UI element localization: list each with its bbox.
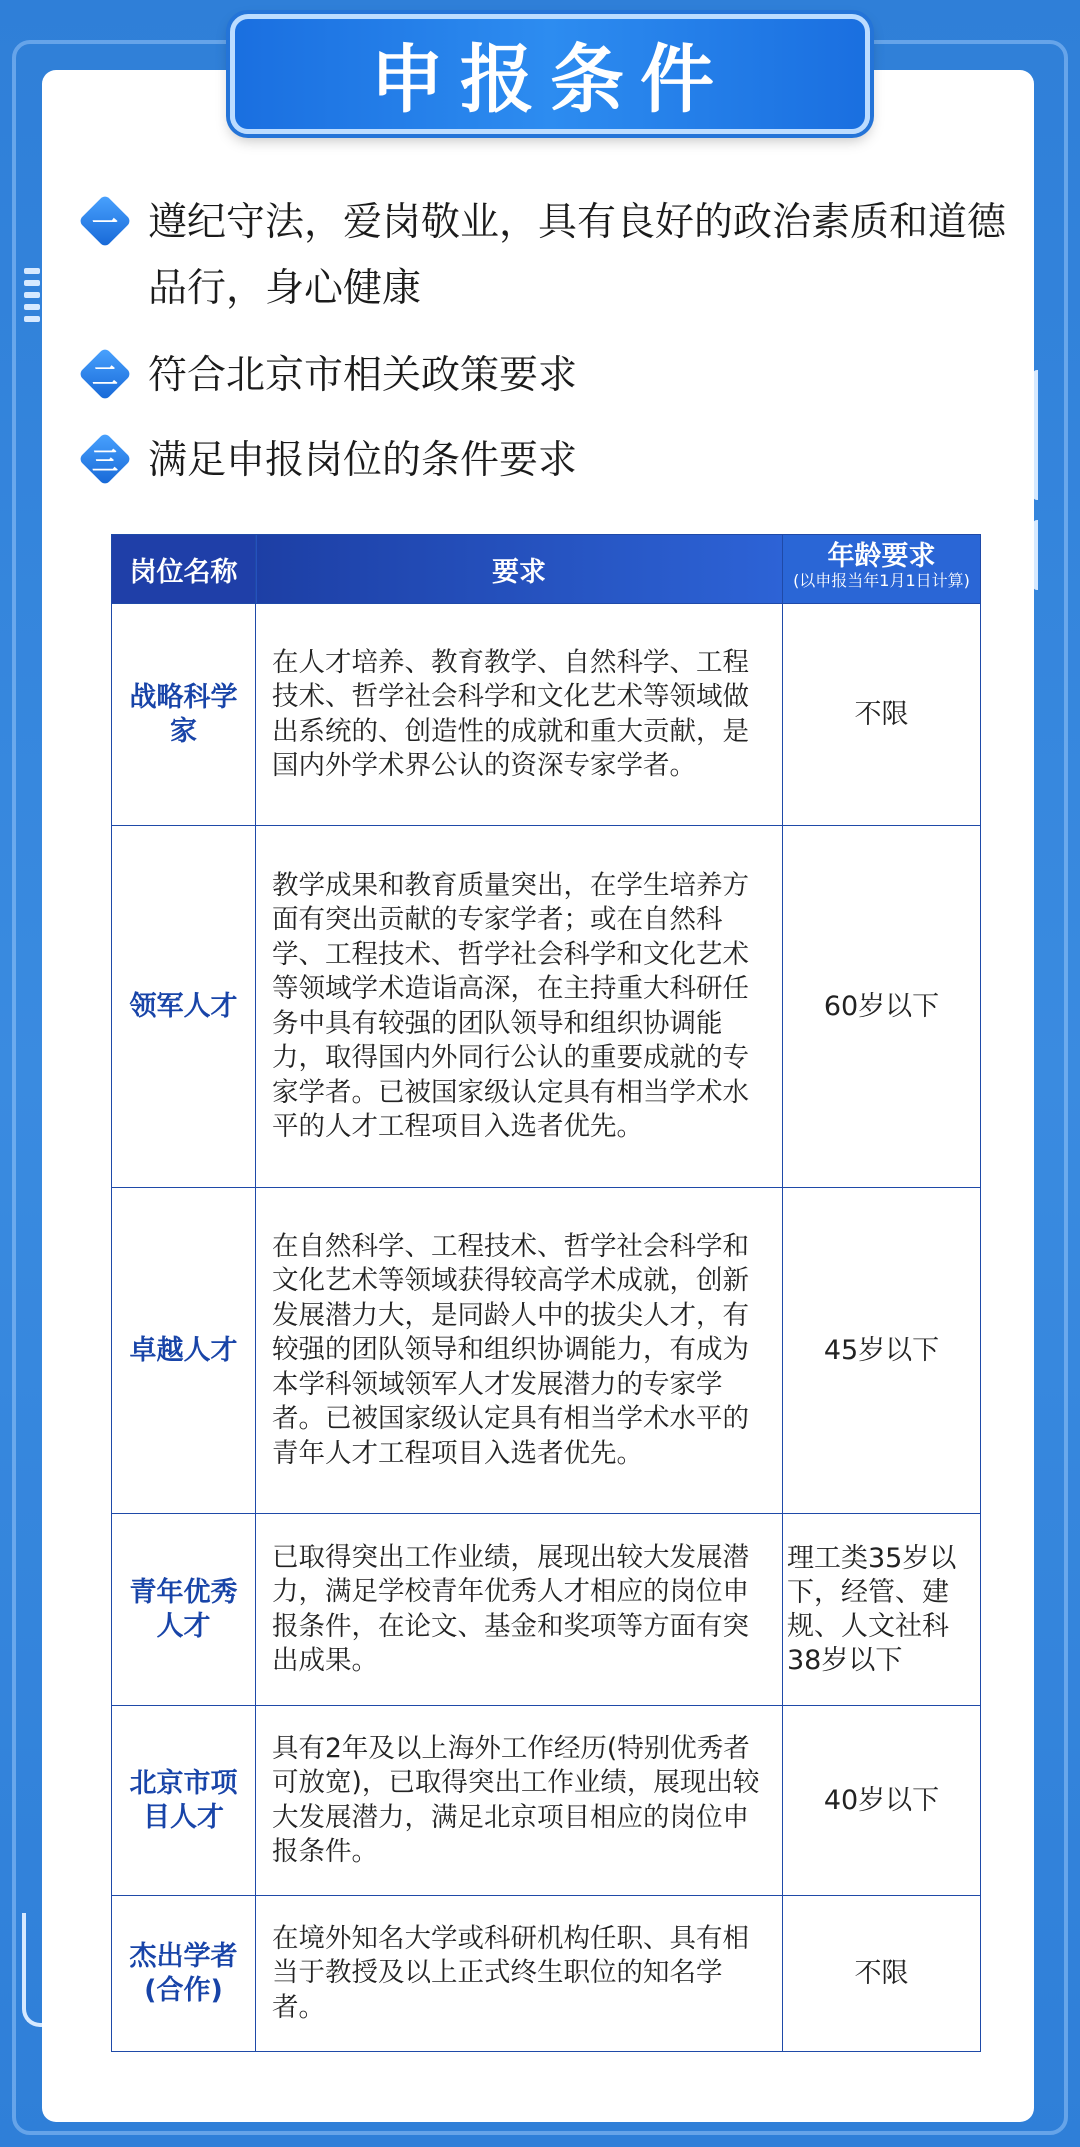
header-position: 岗位名称 — [112, 535, 256, 604]
header-age: 年龄要求 (以申报当年1月1日计算) — [783, 535, 981, 604]
condition-item-2 — [78, 343, 1008, 409]
table-row — [112, 1896, 981, 2052]
age-cell: 40岁以下 — [783, 1706, 981, 1896]
age-cell: 不限 — [783, 604, 981, 826]
table-row — [112, 826, 981, 1188]
table-row — [112, 1706, 981, 1896]
position-cell: 青年优秀人才 — [112, 1514, 256, 1706]
table-row — [112, 1188, 981, 1514]
age-cell: 理工类35岁以下，经管、建规、人文社科38岁以下 — [783, 1514, 981, 1706]
age-cell: 45岁以下 — [783, 1188, 981, 1514]
condition-item-3 — [78, 428, 1008, 494]
requirement-cell: 在自然科学、工程技术、哲学社会科学和文化艺术等领域获得较高学术成就，创新发展潜力大，是同龄人中的拔尖人才，有较强的团队领导和组织协调能力，有成为本学科领域领军人才发展潜力的专家学者。已被国家级认定具有相当学术水平的青年人才工程项目入选者优先。 — [256, 1188, 783, 1514]
number-badge-icon: 一 — [78, 194, 132, 248]
header-requirement: 要求 — [256, 535, 783, 604]
number-badge-icon: 二 — [78, 347, 132, 401]
requirement-cell: 教学成果和教育质量突出，在学生培养方面有突出贡献的专家学者；或在自然科学、工程技术、哲学社会科学和文化艺术等领域学术造诣高深，在主持重大科研任务中具有较强的团队领导和组织协调能力，取得国内外同行公认的重要成就的专家学者。已被国家级认定具有相当学术水平的人才工程项目入选者优先。 — [256, 826, 783, 1188]
requirements-table — [111, 534, 981, 2052]
condition-text: 符合北京市相关政策要求 — [148, 353, 578, 398]
table-row — [112, 1514, 981, 1706]
age-cell: 不限 — [783, 1896, 981, 2052]
age-cell: 60岁以下 — [783, 826, 981, 1188]
position-cell: 杰出学者(合作) — [112, 1896, 256, 2052]
position-cell: 卓越人才 — [112, 1188, 256, 1514]
page-title: 申报条件 — [370, 37, 730, 123]
condition-text: 遵纪守法，爱岗敬业，具有良好的政治素质和道德品行，身心健康 — [148, 200, 1007, 311]
position-cell: 北京市项目人才 — [112, 1706, 256, 1896]
requirement-cell: 具有2年及以上海外工作经历(特别优秀者可放宽)，已取得突出工作业绩，展现出较大发展潜力，满足北京项目相应的岗位申报条件。 — [256, 1706, 783, 1896]
requirement-cell: 已取得突出工作业绩，展现出较大发展潜力，满足学校青年优秀人才相应的岗位申报条件，在论文、基金和奖项等方面有突出成果。 — [256, 1514, 783, 1706]
table-row — [112, 604, 981, 826]
position-cell: 战略科学家 — [112, 604, 256, 826]
condition-item-1 — [78, 190, 1008, 322]
right-bracket-decoration — [1033, 370, 1052, 500]
number-badge-icon: 三 — [78, 432, 132, 486]
condition-text: 满足申报岗位的条件要求 — [148, 438, 578, 483]
requirement-cell: 在境外知名大学或科研机构任职、具有相当于教授及以上正式终生职位的知名学者。 — [256, 1896, 783, 2052]
requirement-cell: 在人才培养、教育教学、自然科学、工程技术、哲学社会科学和文化艺术等领域做出系统的、创造性的成就和重大贡献，是国内外学术界公认的资深专家学者。 — [256, 604, 783, 826]
table-header-row — [112, 535, 981, 604]
right-bracket-decoration-2 — [1033, 520, 1052, 590]
left-stripe-decoration — [24, 268, 40, 328]
title-banner — [230, 14, 870, 134]
position-cell: 领军人才 — [112, 826, 256, 1188]
